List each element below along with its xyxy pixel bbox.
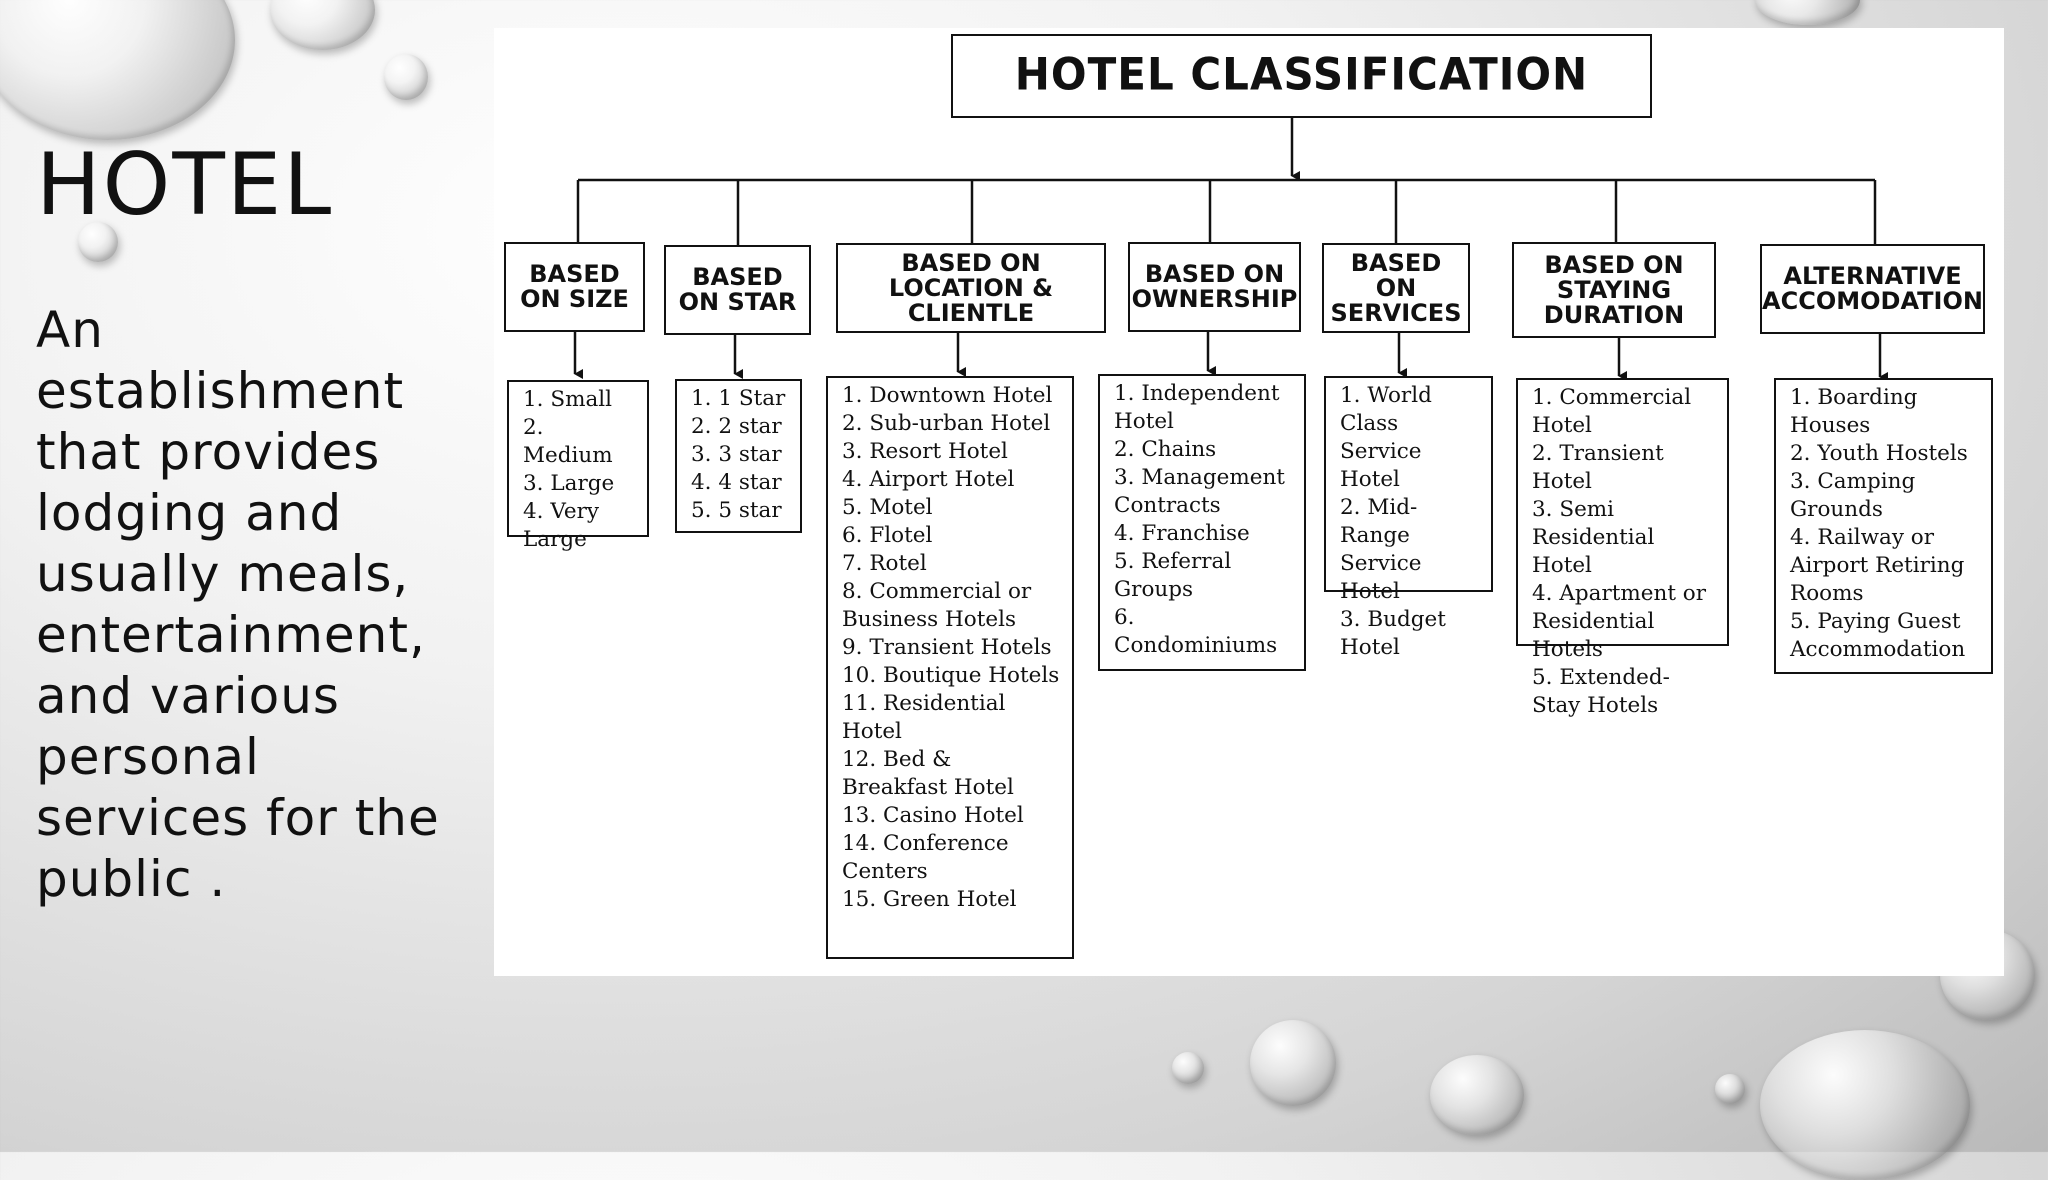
list-item: 2. Sub-urban Hotel <box>842 411 1051 436</box>
list-item: 1. Boarding Houses <box>1790 385 1918 438</box>
list-item: 1. Commercial Hotel <box>1532 385 1692 438</box>
list-item: 13. Casino Hotel <box>842 803 1024 828</box>
water-drop-decoration <box>1715 1074 1745 1104</box>
list-item: 2. Medium <box>523 415 613 468</box>
root-title: HOTEL CLASSIFICATION <box>1014 48 1589 101</box>
list-item: 8. Commercial or Business Hotels <box>842 579 1032 632</box>
list-item: 7. Rotel <box>842 551 927 576</box>
water-drop-decoration <box>270 0 375 50</box>
list-item: 1. 1 Star <box>691 386 786 411</box>
list-alternative <box>1774 378 1993 674</box>
water-drop-decoration <box>1430 1055 1524 1135</box>
list-item: 5. Motel <box>842 495 933 520</box>
root-box <box>951 34 1652 118</box>
water-drop-decoration <box>0 0 235 140</box>
list-item: 2. 2 star <box>691 414 782 439</box>
water-drop-decoration <box>1172 1052 1204 1084</box>
list-services <box>1324 376 1493 660</box>
list-item: 10. Boutique Hotels <box>842 663 1060 688</box>
list-item: 1. Independent Hotel <box>1114 381 1280 434</box>
water-drop-decoration <box>384 54 428 100</box>
list-item: 1. Downtown Hotel <box>842 383 1053 408</box>
list-item: 14. Conference Centers <box>842 831 1009 884</box>
list-item: 5. Extended-Stay Hotels <box>1532 665 1670 718</box>
list-item: 5. 5 star <box>691 498 782 523</box>
list-item: 4. 4 star <box>691 470 782 495</box>
list-item: 3. 3 star <box>691 442 782 467</box>
list-item: 2. Chains <box>1114 437 1217 462</box>
list-location <box>826 376 1074 959</box>
list-item: 11. Residential Hotel <box>842 691 1006 744</box>
list-item: 2. Youth Hostels <box>1790 441 1968 466</box>
list-item: 4. Railway or Airport Retiring Rooms <box>1790 525 1965 606</box>
list-item: 3. Resort Hotel <box>842 439 1008 464</box>
list-item: 2. Transient Hotel <box>1532 441 1664 494</box>
category-heading-duration: BASED ON STAYING DURATION <box>1512 242 1716 338</box>
list-item: 4. Franchise <box>1114 521 1250 546</box>
list-item: 4. Very Large <box>523 499 600 552</box>
slide-title: HOTEL <box>36 135 334 235</box>
list-duration <box>1516 378 1729 718</box>
list-item: 3. Camping Grounds <box>1790 469 1916 522</box>
water-drop-decoration <box>1760 1030 1970 1180</box>
list-item: 9. Transient Hotels <box>842 635 1052 660</box>
list-item: 15. Green Hotel <box>842 887 1017 912</box>
water-drop-decoration <box>1250 1020 1336 1106</box>
list-size <box>507 380 649 552</box>
list-item: 4. Apartment or Residential Hotels <box>1532 581 1707 662</box>
list-item: 2. Mid-Range Service Hotel <box>1340 495 1422 604</box>
list-item: 3. Large <box>523 471 615 496</box>
list-item: 3. Budget Hotel <box>1340 607 1446 660</box>
list-item: 5. Referral Groups <box>1114 549 1232 602</box>
category-heading-size: BASED ON SIZE <box>504 242 645 332</box>
list-ownership <box>1098 374 1306 671</box>
list-item: 6. Condominiums <box>1114 605 1278 658</box>
list-item: 1. World Class Service Hotel <box>1340 383 1432 492</box>
list-item: 3. Semi Residential Hotel <box>1532 497 1655 578</box>
list-star <box>675 379 802 533</box>
list-item: 6. Flotel <box>842 523 933 548</box>
category-heading-star: BASED ON STAR <box>664 245 811 335</box>
category-heading-services: BASED ON SERVICES <box>1322 243 1470 333</box>
list-item: 12. Bed & Breakfast Hotel <box>842 747 1014 800</box>
water-drop-decoration <box>1755 0 1860 25</box>
slide-body-text: An establishment that provides lodging and usually meals, entertainment, and various personal services for the public . <box>36 301 440 908</box>
hotel-classification-diagram <box>494 28 2004 976</box>
list-item: 1. Small <box>523 387 613 412</box>
category-heading-location: BASED ON LOCATION & CLIENTLE <box>836 243 1106 333</box>
list-item: 4. Airport Hotel <box>842 467 1015 492</box>
category-heading-ownership: BASED ON OWNERSHIP <box>1128 242 1301 332</box>
list-item: 3. Management Contracts <box>1114 465 1285 518</box>
category-heading-alternative: ALTERNATIVE ACCOMODATION <box>1760 244 1985 334</box>
list-item: 5. Paying Guest Accommodation <box>1790 609 1966 662</box>
